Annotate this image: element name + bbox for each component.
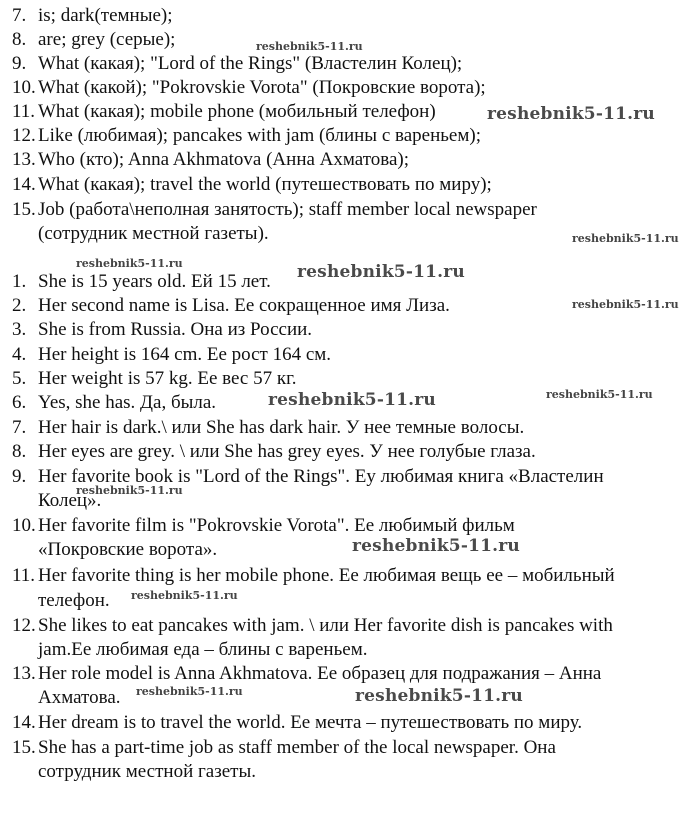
- item-number: 9.: [12, 466, 27, 487]
- item-text: Like (любимая); pancakes with jam (блины с вареньем);: [38, 125, 481, 146]
- item-text: What (какая); mobile phone (мобильный телефон): [38, 101, 436, 122]
- answer-line-continuation: [38, 538, 217, 562]
- item-text: What (какой); "Pokrovskie Vorota" (Покровские ворота);: [38, 77, 486, 98]
- item-text: Job (работа\неполная занятость); staff member local newspaper: [38, 199, 537, 220]
- item-number: 9.: [12, 53, 27, 74]
- item-number: 10.: [12, 515, 36, 536]
- item-number: 7.: [12, 5, 27, 26]
- watermark: reshebnik5-11.ru: [76, 484, 183, 497]
- item-text: (сотрудник местной газеты).: [38, 223, 269, 244]
- item-text: What (какая); "Lord of the Rings" (Властелин Колец);: [38, 53, 463, 74]
- watermark: reshebnik5-11.ru: [352, 536, 520, 556]
- item-number: 12.: [12, 615, 36, 636]
- item-text: jam.Ее любимая еда – блины с вареньем.: [38, 639, 368, 660]
- answer-line-continuation: [38, 638, 367, 662]
- item-text: Her eyes are grey. \ или She has grey eyes. У нее голубые глаза.: [38, 441, 536, 462]
- item-text: Her favorite thing is her mobile phone. Ее любимая вещь ее – мобильный: [38, 565, 615, 586]
- item-text: «Покровские ворота».: [38, 539, 218, 560]
- item-text: Her second name is Lisa. Ее сокращенное имя Лиза.: [38, 295, 450, 316]
- item-text: Her dream is to travel the world. Ее мечта – путешествовать по миру.: [38, 712, 583, 733]
- item-number: 14.: [12, 712, 36, 733]
- item-number: 2.: [12, 295, 27, 316]
- item-number: 10.: [12, 77, 36, 98]
- item-text: Her hair is dark.\ или She has dark hair. У нее темные волосы.: [38, 417, 525, 438]
- answer-line: [12, 416, 524, 440]
- item-text: Колец».: [38, 490, 102, 511]
- answer-line: [12, 736, 556, 760]
- answer-line: [12, 440, 536, 464]
- item-text: What (какая); travel the world (путешествовать по миру);: [38, 174, 492, 195]
- item-number: 5.: [12, 368, 27, 389]
- item-text: Who (кто); Anna Akhmatova (Анна Ахматова);: [38, 149, 410, 170]
- item-text: She has a part-time job as staff member of the local newspaper. Она: [38, 737, 556, 758]
- item-number: 15.: [12, 199, 36, 220]
- watermark: reshebnik5-11.ru: [572, 232, 679, 245]
- watermark: reshebnik5-11.ru: [572, 298, 679, 311]
- answer-line: [12, 198, 537, 222]
- item-number: 3.: [12, 319, 27, 340]
- answer-line-continuation: [38, 589, 110, 613]
- watermark: reshebnik5-11.ru: [131, 589, 238, 602]
- item-text: Her height is 164 cm. Ее рост 164 см.: [38, 344, 332, 365]
- answer-line: [12, 124, 481, 148]
- item-number: 1.: [12, 271, 27, 292]
- item-text: Yes, she has. Да, была.: [38, 392, 217, 413]
- watermark: reshebnik5-11.ru: [487, 104, 655, 124]
- item-number: 7.: [12, 417, 27, 438]
- item-text: Her favorite book is "Lord of the Rings". Еу любимая книга «Властелин: [38, 466, 604, 487]
- item-text: телефон.: [38, 590, 110, 611]
- item-number: 15.: [12, 737, 36, 758]
- answer-line: [12, 173, 492, 197]
- answer-line: [12, 514, 515, 538]
- answer-line-continuation: [38, 222, 269, 246]
- item-number: 11.: [12, 101, 36, 122]
- answer-line: [12, 367, 297, 391]
- item-text: сотрудник местной газеты.: [38, 761, 256, 782]
- answer-line: [12, 711, 582, 735]
- item-number: 14.: [12, 174, 36, 195]
- item-text: Her favorite film is "Pokrovskie Vorota". Ее любимый фильм: [38, 515, 515, 536]
- watermark: reshebnik5-11.ru: [268, 390, 436, 410]
- answer-line: [12, 52, 462, 76]
- item-text: Her weight is 57 kg. Ее вес 57 кг.: [38, 368, 297, 389]
- item-number: 4.: [12, 344, 27, 365]
- item-text: Her role model is Anna Akhmatova. Ее образец для подражания – Анна: [38, 663, 602, 684]
- answer-line: [12, 343, 331, 367]
- item-text: are; grey (серые);: [38, 29, 176, 50]
- watermark: reshebnik5-11.ru: [546, 388, 653, 401]
- item-number: 8.: [12, 29, 27, 50]
- answer-line: [12, 614, 613, 638]
- item-number: 11.: [12, 565, 36, 586]
- item-number: 8.: [12, 441, 27, 462]
- watermark: reshebnik5-11.ru: [256, 40, 363, 53]
- answer-line: [12, 564, 615, 588]
- watermark: reshebnik5-11.ru: [76, 257, 183, 270]
- answer-line: [12, 662, 601, 686]
- item-number: 13.: [12, 663, 36, 684]
- answer-line: [12, 318, 312, 342]
- item-text: She likes to eat pancakes with jam. \ или Her favorite dish is pancakes with: [38, 615, 613, 636]
- answer-line: [12, 100, 436, 124]
- answer-line: [12, 4, 173, 28]
- watermark: reshebnik5-11.ru: [355, 686, 523, 706]
- item-number: 13.: [12, 149, 36, 170]
- watermark: reshebnik5-11.ru: [297, 262, 465, 282]
- answer-line: [12, 391, 216, 415]
- answer-line: [12, 270, 271, 294]
- item-text: is; dark(темные);: [38, 5, 173, 26]
- item-number: 6.: [12, 392, 27, 413]
- answer-line-continuation: [38, 686, 121, 710]
- answer-line-continuation: [38, 760, 256, 784]
- answer-line: [12, 28, 175, 52]
- item-text: Ахматова.: [38, 687, 121, 708]
- watermark: reshebnik5-11.ru: [136, 685, 243, 698]
- answer-line: [12, 148, 409, 172]
- answer-line: [12, 294, 450, 318]
- item-number: 12.: [12, 125, 36, 146]
- item-text: She is 15 years old. Ей 15 лет.: [38, 271, 271, 292]
- item-text: She is from Russia. Она из России.: [38, 319, 313, 340]
- answer-line: [12, 76, 486, 100]
